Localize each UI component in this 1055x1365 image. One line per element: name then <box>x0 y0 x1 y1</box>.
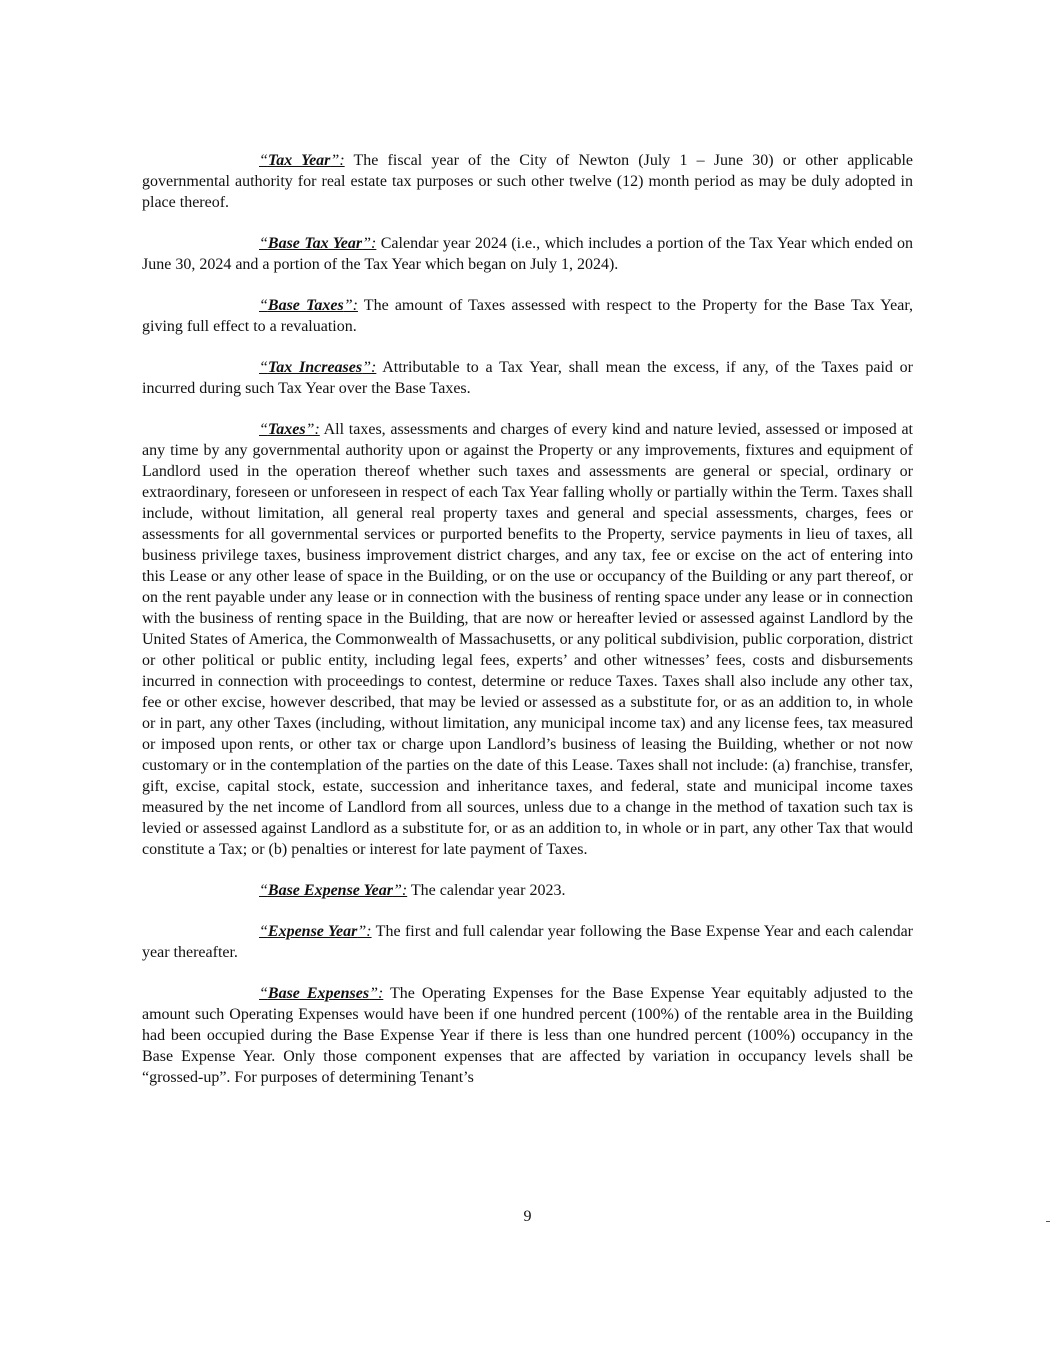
definition-taxes <box>142 419 913 860</box>
definition-text: Attributable to a Tax Year, shall mean the excess, if any, of the Taxes paid or incurred during such Tax Year over the Base Taxes. <box>142 359 914 397</box>
document-body <box>142 150 913 1108</box>
defined-term: “Tax Increases”: <box>259 359 377 376</box>
definition-base-taxes <box>142 295 913 337</box>
definition-text: The amount of Taxes assessed with respect to the Property for the Base Tax Year, giving full effect to a revaluation. <box>142 297 914 335</box>
definition-base-tax-year <box>142 233 913 275</box>
scan-edge-mark <box>1046 1221 1050 1222</box>
definition-text: The first and full calendar year following the Base Expense Year and each calendar year thereafter. <box>142 923 913 961</box>
definition-base-expense-year <box>142 880 913 901</box>
defined-term: “Tax Year”: <box>259 152 345 169</box>
definition-base-expenses <box>142 983 913 1088</box>
definition-text: The Operating Expenses for the Base Expense Year equitably adjusted to the amount such Operating Expenses would have been if one hundred percent (100%) of the rentable area in the Building had been occupied during the Base Expense Year if there is less than one hundred percent (100%) occupancy in the Base Expense Year. Only those component expenses that are affected by variation in occupancy levels shall be “grossed-up”. For purposes of determining Tenant’s <box>142 985 913 1086</box>
definition-text: All taxes, assessments and charges of every kind and nature levied, assessed or imposed at any time by any governmental authority upon or against the Property or any improvements, fixtures and equipment of Landlord used in the operation thereof whether such taxes and assessments are general or special, ordinary or extraordinary, foreseen or unforeseen in respect of each Tax Year falling wholly or partially within the Term. Taxes shall include, without limitation, all general real property taxes and general and special assessments, charges, fees or assessments for all governmental services or purported benefits to the Property, service payments in lieu of taxes, all business privilege taxes, business improvement district charges, and any tax, fee or excise on the act of entering into this Lease or any other lease of space in the Building, or on the use or occupancy of the Building or any part thereof, or on the rent payable under any lease or in connection with the business of renting space under any lease or in connection with the business of renting space in the Building, that are now or hereafter levied or assessed against Landlord by the United States of America, the Commonwealth of Massachusetts, or any political subdivision, public corporation, district or other political or public entity, including legal fees, experts’ and other witnesses’ fees, costs and disbursements incurred in connection with proceedings to contest, determine or reduce Taxes. Taxes shall also include any other tax, fee or other excise, however described, that may be levied or assessed as a substitute for, or as an addition to, in whole or in part, any other Taxes (including, without limitation, any municipal income tax) and any license fees, tax measured or imposed upon rents, or other tax or charge upon Landlord’s business of leasing the Building, whether or not now customary or in the contemplation of the parties on the date of this Lease. Taxes shall not include: (a) franchise, transfer, gift, excise, capital stock, estate, succession and inheritance taxes, and federal, state and municipal income taxes measured by the net income of Landlord from all sources, unless due to a change in the method of taxation such tax is levied or assessed against Landlord as a substitute for, or as an addition to, in whole or in part, any other Tax that would constitute a Tax; or (b) penalties or interest for late payment of Taxes. <box>142 421 913 858</box>
defined-term: “Base Expenses”: <box>259 985 384 1002</box>
definition-tax-year <box>142 150 913 213</box>
defined-term: “Base Tax Year”: <box>259 235 377 252</box>
definition-text: The fiscal year of the City of Newton (July 1 – June 30) or other applicable governmental authority for real estate tax purposes or such other twelve (12) month period as may be duly adopted in place thereof. <box>142 152 914 211</box>
page-number: 9 <box>523 1208 532 1225</box>
definition-expense-year <box>142 921 913 963</box>
defined-term: “Taxes”: <box>259 421 320 438</box>
defined-term: “Base Expense Year”: <box>259 882 408 899</box>
definition-text: The calendar year 2023. <box>407 882 566 899</box>
defined-term: “Expense Year”: <box>259 923 372 940</box>
defined-term: “Base Taxes”: <box>259 297 358 314</box>
definition-tax-increases <box>142 357 913 399</box>
definition-text: Calendar year 2024 (i.e., which includes a portion of the Tax Year which ended on June 30, 2024 and a portion of the Tax Year which began on July 1, 2024). <box>142 235 914 273</box>
